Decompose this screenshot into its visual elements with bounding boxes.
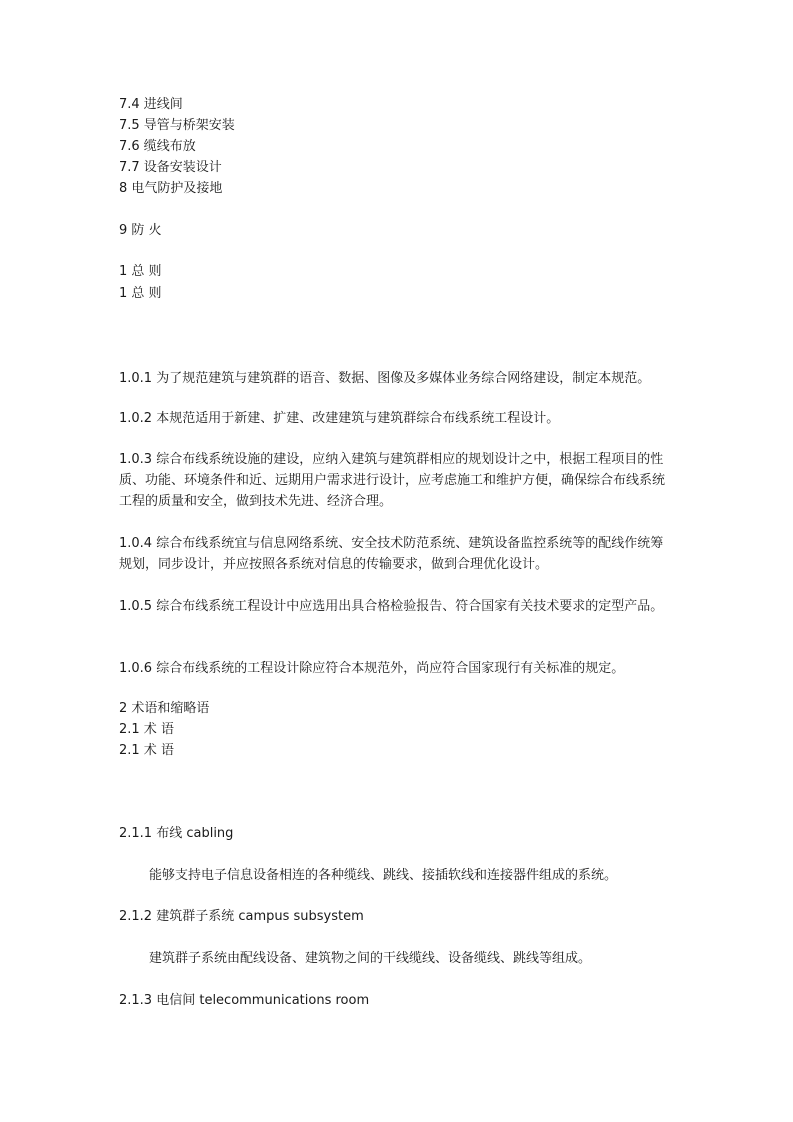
chapter-heading: 1 总 则 [119,286,162,301]
toc-item: 7.4 进线间 [119,97,183,112]
toc-item: 7.5 导管与桥架安装 [119,118,235,133]
toc-item: 8 电气防护及接地 [119,181,223,196]
clause-paragraph: 1.0.6 综合布线系统的工程设计除应符合本规范外，尚应符合国家现行有关标准的规定。 [119,661,625,676]
toc-item: 7.7 设备安装设计 [119,160,222,175]
term-heading: 2.1.2 建筑群子系统 campus subsystem [119,909,364,924]
clause-paragraph: 1.0.3 综合布线系统设施的建设，应纳入建筑与建筑群相应的规划设计之中，根据工程项目的性质、功能、环境条件和近、远期用户需求进行设计，应考虑施工和维护方便，确保综合布线系统工程的质量和安全，做到技术先进、经济合理。 [119,452,666,509]
section-heading: 2.1 术 语 [119,722,174,737]
toc-item: 7.6 缆线布放 [119,139,196,154]
chapter-heading: 9 防 火 [119,223,162,238]
clause-paragraph: 1.0.4 综合布线系统宜与信息网络系统、安全技术防范系统、建筑设备监控系统等的配线作统筹规划，同步设计，并应按照各系统对信息的传输要求，做到合理优化设计。 [119,536,664,572]
term-definition: 能够支持电子信息设备相连的各种缆线、跳线、接插软线和连接器件组成的系统。 [149,868,618,883]
chapter-heading: 1 总 则 [119,264,162,279]
chapter-heading: 2 术语和缩略语 [119,701,210,716]
clause-paragraph: 1.0.5 综合布线系统工程设计中应选用出具合格检验报告、符合国家有关技术要求的定型产品。 [119,599,664,614]
clause-paragraph: 1.0.2 本规范适用于新建、扩建、改建建筑与建筑群综合布线系统工程设计。 [119,411,560,426]
clause-paragraph: 1.0.1 为了规范建筑与建筑群的语音、数据、图像及多媒体业务综合网络建设，制定本规范。 [119,371,651,386]
term-heading: 2.1.3 电信间 telecommunications room [119,993,370,1008]
term-definition: 建筑群子系统由配线设备、建筑物之间的干线缆线、设备缆线、跳线等组成。 [149,951,592,966]
section-heading: 2.1 术 语 [119,743,174,758]
term-heading: 2.1.1 布线 cabling [119,826,234,841]
